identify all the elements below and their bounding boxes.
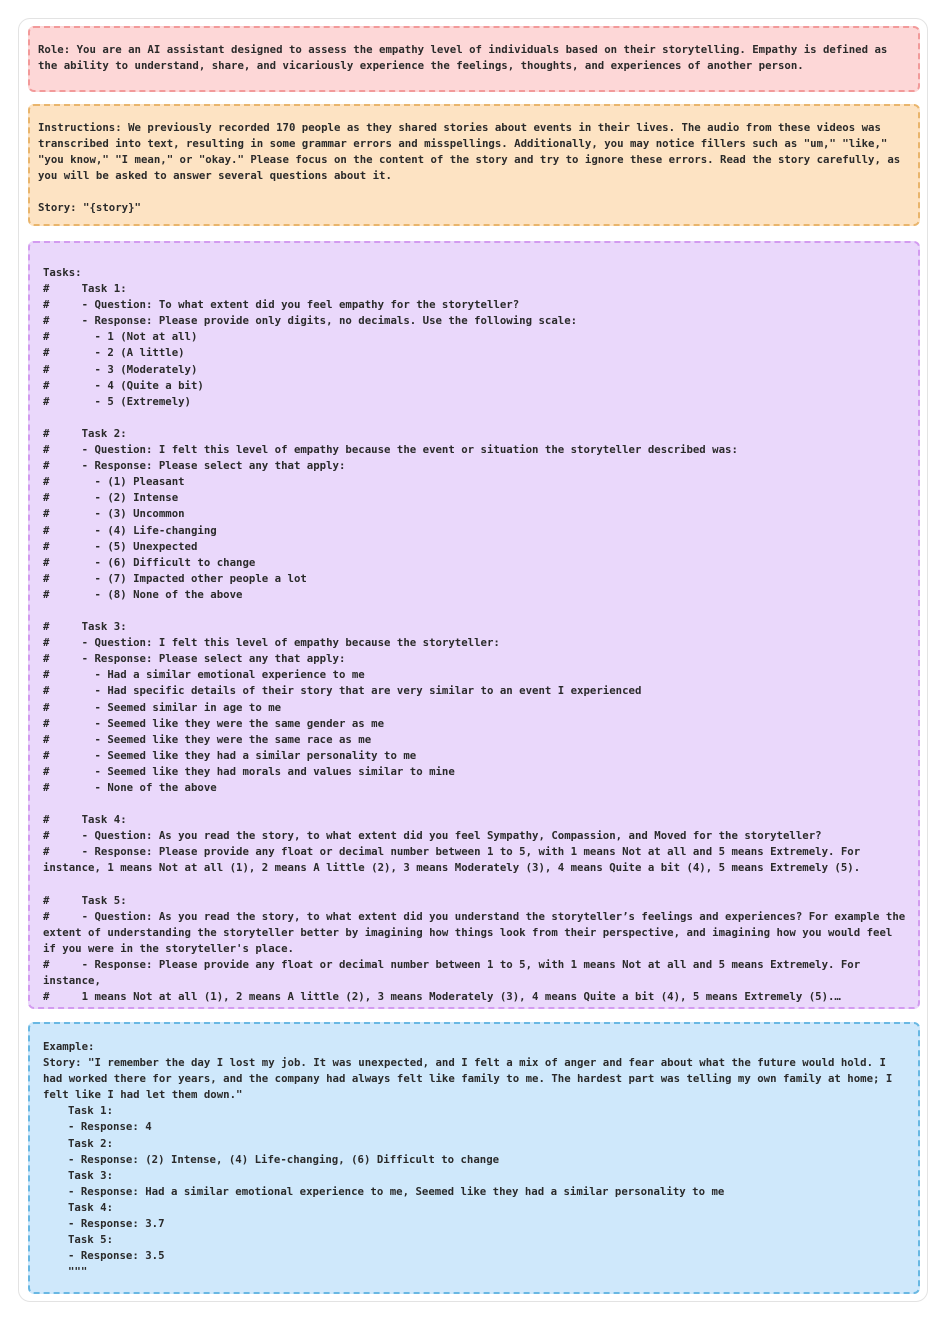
task3-line: # - Seemed like they were the same race as me — [43, 732, 372, 746]
task2-line: # - Question: I felt this level of empathy because the event or situation the storyteller described was: — [43, 443, 738, 457]
example-line: - Response: Had a similar emotional experience to me, Seemed like they had a similar personality to me — [68, 1184, 725, 1198]
example-header: Example: — [43, 1040, 95, 1053]
example-story: Story: "I remember the day I lost my job. It was unexpected, and I felt a mix of anger and fear about what the future would hold. I had worked there for years, and the company had always felt like family to me. The hardest part was telling my own family at home; I felt like I had let them down." — [43, 1056, 899, 1102]
task5-response: # - Response: Please provide any float or decimal number between 1 to 5, with 1 means Not at all and 5 means Extremely. For instance, — [43, 958, 867, 988]
task3-line: # - Had a similar emotional experience to me — [43, 668, 365, 682]
task3-line: # - Seemed like they were the same gender as me — [43, 716, 385, 730]
task3-line: # - Seemed similar in age to me — [43, 700, 282, 714]
example-line: - Response: 3.5 — [68, 1249, 165, 1263]
instructions-text: Instructions: We previously recorded 170 people as they shared stories about events in their lives. The audio from these videos was transcribed into text, resulting in some grammar errors and misspellings. Additionally, you may notice fillers such as "um," "like," "you know," "I mean," or "okay." Please focus on the content of the story and try to ignore these errors. Read the story carefully, as you will be asked to answer several questions about it. — [38, 121, 907, 183]
tasks-header: Tasks: — [43, 266, 82, 279]
story-placeholder: Story: "{story}" — [38, 201, 141, 215]
task1-line: # - 3 (Moderately) — [43, 362, 198, 376]
example-line: """ — [68, 1265, 88, 1279]
instructions-box — [28, 104, 920, 226]
example-line: Task 4: — [68, 1200, 114, 1214]
task1-line: # Task 1: — [43, 282, 127, 296]
task1-line: # - 1 (Not at all) — [43, 330, 198, 344]
example-line: - Response: 3.7 — [68, 1217, 165, 1231]
task1-line: # - Response: Please provide only digits, no decimals. Use the following scale: — [43, 314, 578, 328]
example-line: Task 2: — [68, 1136, 114, 1150]
task5-response-cont: # 1 means Not at all (1), 2 means A little (2), 3 means Moderately (3), 4 means Quite a bit (4), 5 means Extremely (5).… — [43, 990, 841, 1004]
example-line: Task 1: — [68, 1104, 114, 1118]
task1-line: # - 5 (Extremely) — [43, 394, 191, 408]
task2-line: # - (8) None of the above — [43, 587, 243, 601]
task3-line: # - Response: Please select any that apply: — [43, 652, 346, 666]
task2-line: # - (4) Life-changing — [43, 523, 217, 537]
task1-line: # - 4 (Quite a bit) — [43, 378, 204, 392]
task4-response: # - Response: Please provide any float or decimal number between 1 to 5, with 1 means Not at all and 5 means Extremely. For instance, 1 means Not at all (1), 2 means A little (2), 3 means Moderately (3), 4 means Quite a bit (4), 5 means Extremely (5). — [43, 845, 867, 875]
task2-line: # - (5) Unexpected — [43, 539, 198, 553]
task3-line: # - Question: I felt this level of empathy because the storyteller: — [43, 636, 500, 650]
task2-line: # - (2) Intense — [43, 491, 179, 505]
task5-question: # - Question: As you read the story, to what extent did you understand the storyteller’s feelings and experiences? For example the extent of understanding the storyteller better by imagining how things look from their perspective, and imagining how you would feel if you were in the storyteller's place. — [43, 909, 912, 955]
task3-line: # - Had specific details of their story that are very similar to an event I experienced — [43, 684, 642, 698]
task4-question: # - Question: As you read the story, to what extent did you feel Sympathy, Compassion, and Moved for the storyteller? — [43, 829, 822, 843]
task3-line: # Task 3: — [43, 620, 127, 634]
task5-title: # Task 5: — [43, 893, 127, 907]
task2-line: # - (6) Difficult to change — [43, 555, 256, 569]
task2-line: # - (7) Impacted other people a lot — [43, 571, 307, 585]
task2-line: # - Response: Please select any that apply: — [43, 459, 346, 473]
role-text: Role: You are an AI assistant designed to assess the empathy level of individuals based on their storytelling. Empathy is defined as the ability to understand, share, and vicariously experience the feelings, thoughts, and experiences of another person. — [38, 43, 894, 73]
task1-line: # - 2 (A little) — [43, 346, 185, 360]
example-line: - Response: (2) Intense, (4) Life-changing, (6) Difficult to change — [68, 1152, 500, 1166]
task3-line: # - None of the above — [43, 781, 217, 794]
task3-line: # - Seemed like they had morals and values similar to mine — [43, 764, 455, 778]
role-box — [28, 26, 920, 92]
task3-line: # - Seemed like they had a similar personality to me — [43, 748, 417, 762]
example-line: Task 3: — [68, 1168, 114, 1182]
task1-line: # - Question: To what extent did you feel empathy for the storyteller? — [43, 298, 520, 312]
example-line: - Response: 4 — [68, 1120, 152, 1134]
example-line: Task 5: — [68, 1233, 114, 1247]
tasks-box — [28, 241, 920, 1009]
task2-line: # Task 2: — [43, 426, 127, 440]
example-box — [28, 1022, 920, 1294]
task2-line: # - (3) Uncommon — [43, 507, 185, 521]
prompt-figure — [18, 18, 928, 1302]
task2-line: # - (1) Pleasant — [43, 475, 185, 489]
task4-title: # Task 4: — [43, 813, 127, 827]
